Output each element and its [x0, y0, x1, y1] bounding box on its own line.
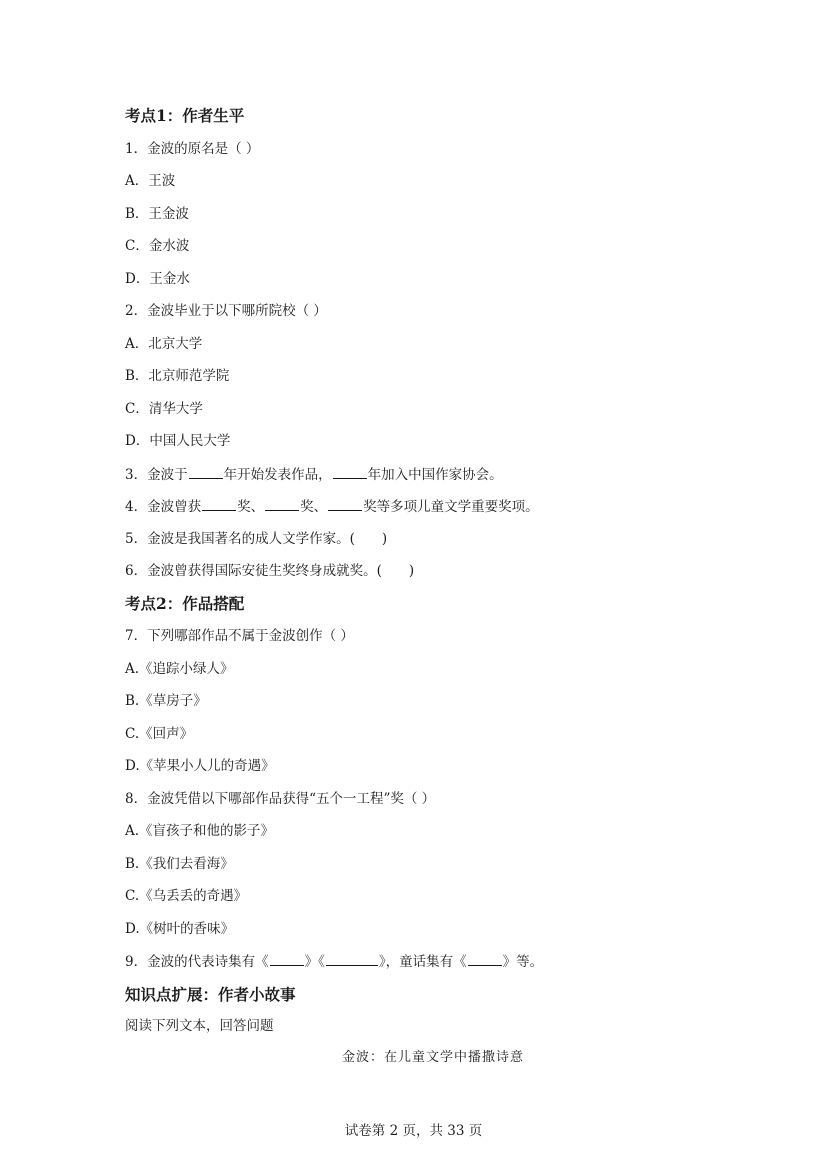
question-7-stem: 7．下列哪部作品不属于金波创作（ ）	[125, 628, 354, 644]
question-9-text-3: 》，童话集有《	[378, 954, 467, 970]
question-4-text-4: 奖等多项儿童文学重要奖项。	[363, 499, 539, 515]
question-4-text-3: 奖、	[300, 499, 328, 515]
question-1-option-b: B．王金波	[125, 206, 189, 222]
question-4-text-1: 4．金波曾获	[125, 499, 202, 515]
question-2-option-a: A．北京大学	[125, 336, 203, 352]
reading-instruction: 阅读下列文本，回答问题	[125, 1018, 274, 1034]
section-heading-2: 考点2：作品搭配	[125, 594, 245, 613]
question-4	[125, 497, 539, 516]
answer-blank[interactable]	[265, 497, 299, 511]
question-8-option-d: D.《树叶的香味》	[125, 921, 235, 937]
question-1-option-a: A．王波	[125, 173, 176, 189]
question-3	[125, 465, 503, 484]
answer-blank[interactable]	[189, 465, 223, 479]
question-7-option-d: D.《苹果小人儿的奇遇》	[125, 758, 275, 774]
question-9-text-1: 9．金波的代表诗集有《	[125, 954, 269, 970]
answer-blank[interactable]	[326, 952, 378, 966]
answer-blank[interactable]	[328, 497, 362, 511]
answer-blank[interactable]	[202, 497, 236, 511]
answer-blank[interactable]	[333, 465, 367, 479]
question-1-stem: 1．金波的原名是（ ）	[125, 141, 260, 157]
question-7-option-a: A.《追踪小绿人》	[125, 661, 234, 677]
question-7-option-b: B.《草房子》	[125, 693, 207, 709]
question-1-option-d: D．王金水	[125, 271, 190, 287]
question-2-stem: 2．金波毕业于以下哪所院校（ ）	[125, 303, 327, 319]
question-3-text-2: 年开始发表作品，	[223, 467, 332, 483]
question-9	[125, 952, 543, 971]
question-9-text-2: 》《	[304, 954, 325, 970]
question-2-option-c: C．清华大学	[125, 401, 203, 417]
question-8-option-a: A.《盲孩子和他的影子》	[125, 823, 275, 839]
answer-blank[interactable]	[270, 952, 304, 966]
question-2-option-b: B．北京师范学院	[125, 368, 230, 384]
article-title: 金波：在儿童文学中播撒诗意	[341, 1050, 524, 1065]
question-8-option-c: C.《乌丢丢的奇遇》	[125, 888, 248, 904]
answer-blank[interactable]	[468, 952, 502, 966]
question-8-stem: 8．金波凭借以下哪部作品获得“五个一工程”奖（ ）	[125, 791, 436, 807]
question-4-text-2: 奖、	[237, 499, 265, 515]
question-2-option-d: D．中国人民大学	[125, 433, 231, 449]
question-9-text-4: 》等。	[502, 954, 544, 970]
section-heading-1: 考点1：作者生平	[125, 106, 245, 125]
page-footer: 试卷第 2 页，共 33 页	[344, 1123, 483, 1139]
question-6: 6．金波曾获得国际安徒生奖终身成就奖。( )	[125, 563, 415, 579]
question-3-text-3: 年加入中国作家协会。	[367, 467, 503, 483]
question-8-option-b: B.《我们去看海》	[125, 856, 234, 872]
section-heading-3: 知识点扩展：作者小故事	[125, 985, 296, 1004]
question-1-option-c: C．金水波	[125, 238, 190, 254]
question-7-option-c: C.《回声》	[125, 726, 194, 742]
question-5: 5．金波是我国著名的成人文学作家。( )	[125, 531, 388, 547]
question-3-text-1: 3．金波于	[125, 467, 188, 483]
